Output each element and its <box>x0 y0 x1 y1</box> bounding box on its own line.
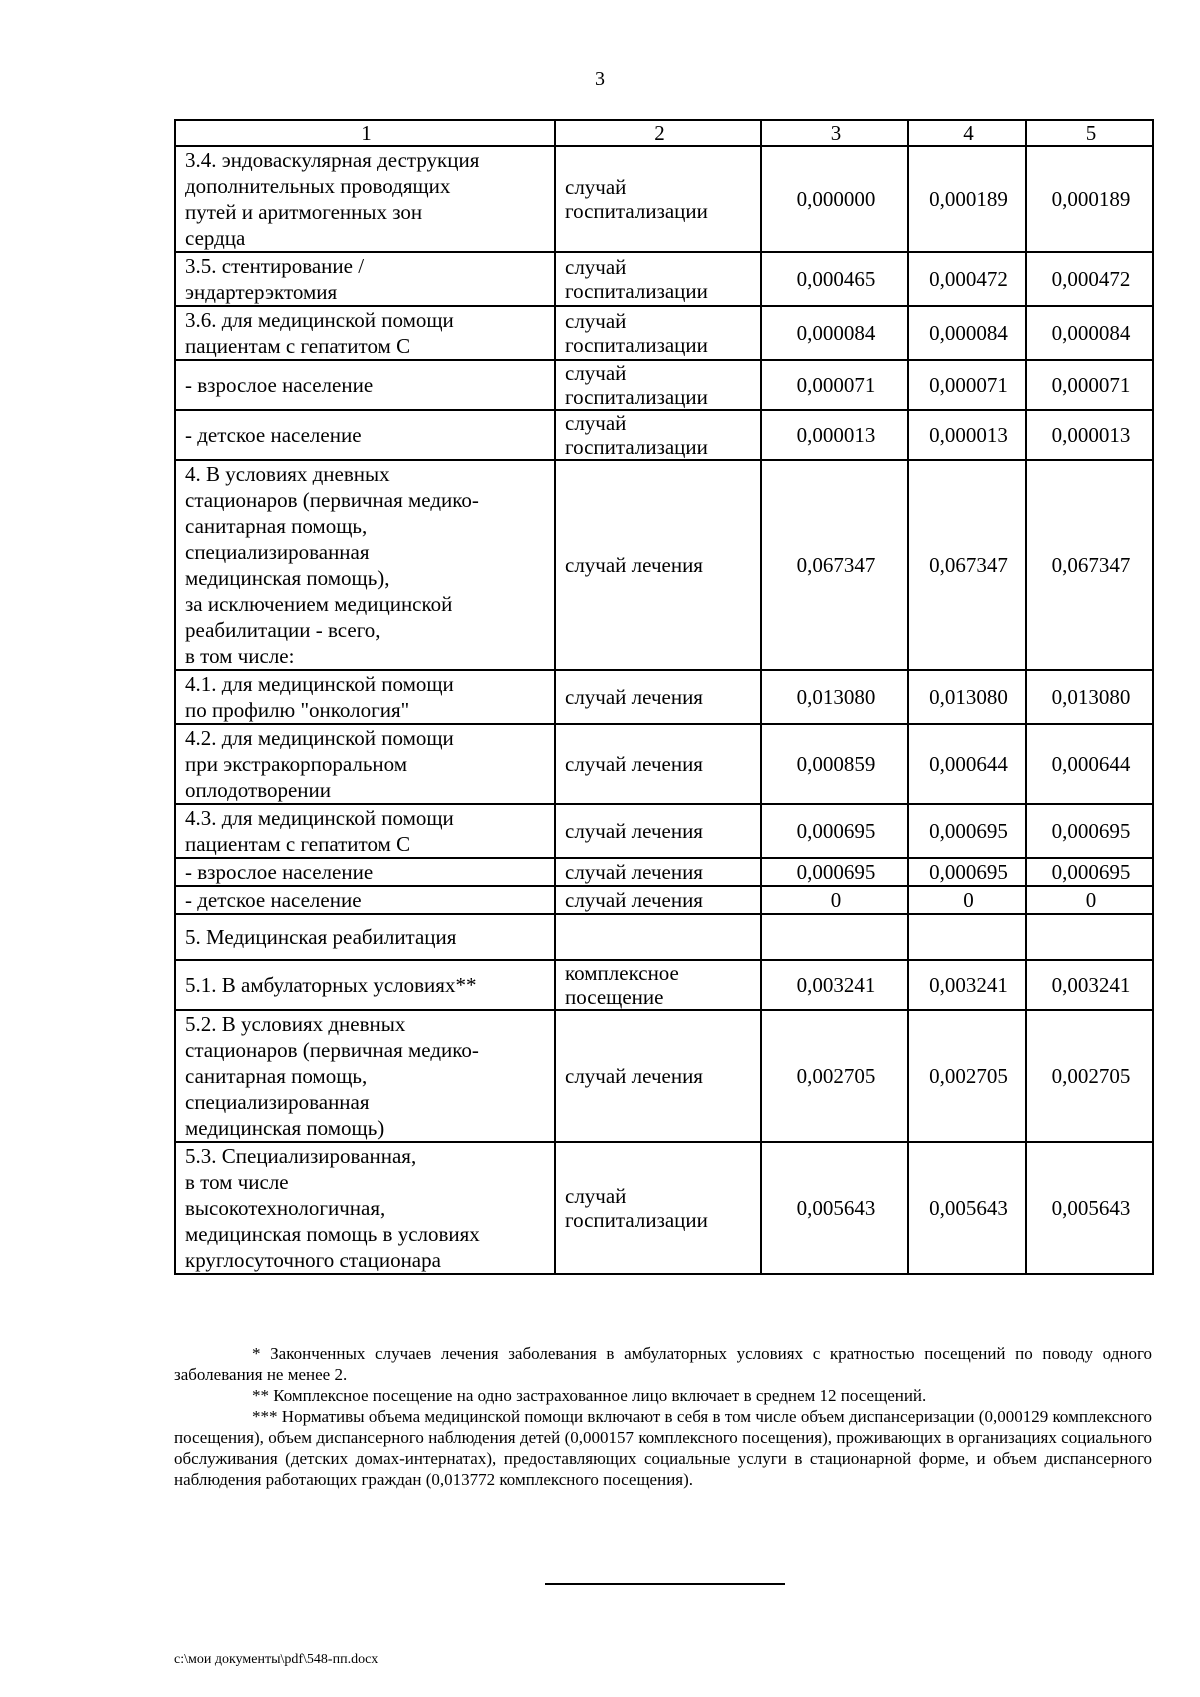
row-name: 3.6. для медицинской помощи пациентам с гепатитом С <box>175 306 555 360</box>
row-unit: случай лечения <box>555 670 761 724</box>
row-value-col5: 0,067347 <box>1026 460 1153 670</box>
file-path: c:\мои документы\pdf\548-пп.docx <box>174 1652 379 1667</box>
norms-table <box>174 119 1154 1275</box>
row-value-col4: 0,013080 <box>908 670 1026 724</box>
row-value-col4: 0,000472 <box>908 252 1026 306</box>
row-unit: случай госпитализации <box>555 252 761 306</box>
row-value-col4 <box>908 914 1026 960</box>
row-name: 4. В условиях дневных стационаров (первичная медико- санитарная помощь, специализированная медицинская помощь), за исключением медицинской реабилитации - всего, в том числе: <box>175 460 555 670</box>
row-unit: случай госпитализации <box>555 306 761 360</box>
footnote-2: ** Комплексное посещение на одно застрахованное лицо включает в среднем 12 посещений. <box>252 1386 927 1405</box>
row-value-col4: 0,000644 <box>908 724 1026 804</box>
row-unit: случай госпитализации <box>555 1142 761 1274</box>
row-value-col4: 0,067347 <box>908 460 1026 670</box>
row-unit: случай лечения <box>555 1010 761 1142</box>
row-value-col5: 0,003241 <box>1026 960 1153 1010</box>
row-value-col4: 0,003241 <box>908 960 1026 1010</box>
row-value-col3: 0,013080 <box>761 670 908 724</box>
row-value-col3: 0,000000 <box>761 146 908 252</box>
table-row <box>175 858 1153 886</box>
row-value-col4: 0 <box>908 886 1026 914</box>
row-name: 5.2. В условиях дневных стационаров (первичная медико- санитарная помощь, специализированная медицинская помощь) <box>175 1010 555 1142</box>
row-value-col3: 0,000695 <box>761 858 908 886</box>
row-value-col4: 0,000084 <box>908 306 1026 360</box>
table-row <box>175 306 1153 360</box>
row-value-col4: 0,000013 <box>908 410 1026 460</box>
row-value-col3: 0,000695 <box>761 804 908 858</box>
row-unit: случай лечения <box>555 858 761 886</box>
row-unit <box>555 914 761 960</box>
column-header: 4 <box>908 120 1026 146</box>
row-value-col5: 0,002705 <box>1026 1010 1153 1142</box>
row-value-col3: 0,002705 <box>761 1010 908 1142</box>
row-value-col3: 0,005643 <box>761 1142 908 1274</box>
row-unit: случай лечения <box>555 886 761 914</box>
row-value-col4: 0,000695 <box>908 804 1026 858</box>
row-name: - детское население <box>175 886 555 914</box>
table-row <box>175 914 1153 960</box>
table-row <box>175 670 1153 724</box>
row-value-col5: 0,000472 <box>1026 252 1153 306</box>
table-row <box>175 886 1153 914</box>
row-name: 4.3. для медицинской помощи пациентам с гепатитом С <box>175 804 555 858</box>
footnote-1: * Законченных случаев лечения заболевания в амбулаторных условиях с кратностью посещений по поводу одного заболевания не менее 2. <box>174 1344 1152 1384</box>
row-value-col3: 0,003241 <box>761 960 908 1010</box>
row-name: 3.5. стентирование / эндартерэктомия <box>175 252 555 306</box>
table-row <box>175 252 1153 306</box>
row-value-col5: 0,000644 <box>1026 724 1153 804</box>
row-name: - детское население <box>175 410 555 460</box>
row-value-col5: 0,005643 <box>1026 1142 1153 1274</box>
row-value-col3: 0,067347 <box>761 460 908 670</box>
row-name: 3.4. эндоваскулярная деструкция дополнительных проводящих путей и аритмогенных зон сердца <box>175 146 555 252</box>
row-value-col5: 0,000013 <box>1026 410 1153 460</box>
row-value-col5 <box>1026 914 1153 960</box>
row-value-col3 <box>761 914 908 960</box>
row-name: 5.1. В амбулаторных условиях** <box>175 960 555 1010</box>
page-number: 3 <box>595 68 605 90</box>
row-value-col3: 0,000465 <box>761 252 908 306</box>
table-row <box>175 146 1153 252</box>
row-value-col5: 0,000084 <box>1026 306 1153 360</box>
row-value-col4: 0,000071 <box>908 360 1026 410</box>
table-row <box>175 360 1153 410</box>
row-value-col5: 0,000695 <box>1026 804 1153 858</box>
column-header: 5 <box>1026 120 1153 146</box>
row-unit: случай госпитализации <box>555 410 761 460</box>
table-row <box>175 410 1153 460</box>
row-name: 5. Медицинская реабилитация <box>175 914 555 960</box>
row-unit: случай лечения <box>555 804 761 858</box>
table-row <box>175 960 1153 1010</box>
footnote-3: *** Нормативы объема медицинской помощи включают в себя в том числе объем диспансеризации (0,000129 комплексного посещения), объем диспансерного наблюдения детей (0,000157 комплексного посещения), проживающих в организациях социального обслуживания (детских домах-интернатах), предоставляющих социальные услуги в стационарной форме, и объем диспансерного наблюдения работающих граждан (0,013772 комплексного посещения). <box>174 1407 1152 1489</box>
separator-line <box>545 1583 785 1585</box>
row-value-col4: 0,000189 <box>908 146 1026 252</box>
column-header: 1 <box>175 120 555 146</box>
table-header-row <box>175 120 1153 146</box>
row-name: 4.1. для медицинской помощи по профилю "онкология" <box>175 670 555 724</box>
row-value-col3: 0 <box>761 886 908 914</box>
table-row <box>175 1142 1153 1274</box>
row-value-col4: 0,002705 <box>908 1010 1026 1142</box>
row-value-col5: 0,000071 <box>1026 360 1153 410</box>
column-header: 2 <box>555 120 761 146</box>
row-value-col4: 0,000695 <box>908 858 1026 886</box>
table-row <box>175 460 1153 670</box>
table-row <box>175 724 1153 804</box>
row-value-col3: 0,000859 <box>761 724 908 804</box>
row-value-col4: 0,005643 <box>908 1142 1026 1274</box>
row-value-col5: 0 <box>1026 886 1153 914</box>
row-name: - взрослое население <box>175 360 555 410</box>
row-unit: комплексное посещение <box>555 960 761 1010</box>
row-value-col5: 0,000189 <box>1026 146 1153 252</box>
row-name: - взрослое население <box>175 858 555 886</box>
row-unit: случай госпитализации <box>555 146 761 252</box>
row-unit: случай лечения <box>555 460 761 670</box>
row-value-col3: 0,000013 <box>761 410 908 460</box>
row-unit: случай госпитализации <box>555 360 761 410</box>
row-value-col3: 0,000071 <box>761 360 908 410</box>
table-row <box>175 1010 1153 1142</box>
table-row <box>175 804 1153 858</box>
column-header: 3 <box>761 120 908 146</box>
row-unit: случай лечения <box>555 724 761 804</box>
row-name: 4.2. для медицинской помощи при экстракорпоральном оплодотворении <box>175 724 555 804</box>
row-value-col5: 0,000695 <box>1026 858 1153 886</box>
footnotes <box>174 1343 1152 1490</box>
row-value-col3: 0,000084 <box>761 306 908 360</box>
row-value-col5: 0,013080 <box>1026 670 1153 724</box>
row-name: 5.3. Специализированная, в том числе высокотехнологичная, медицинская помощь в условиях круглосуточного стационара <box>175 1142 555 1274</box>
